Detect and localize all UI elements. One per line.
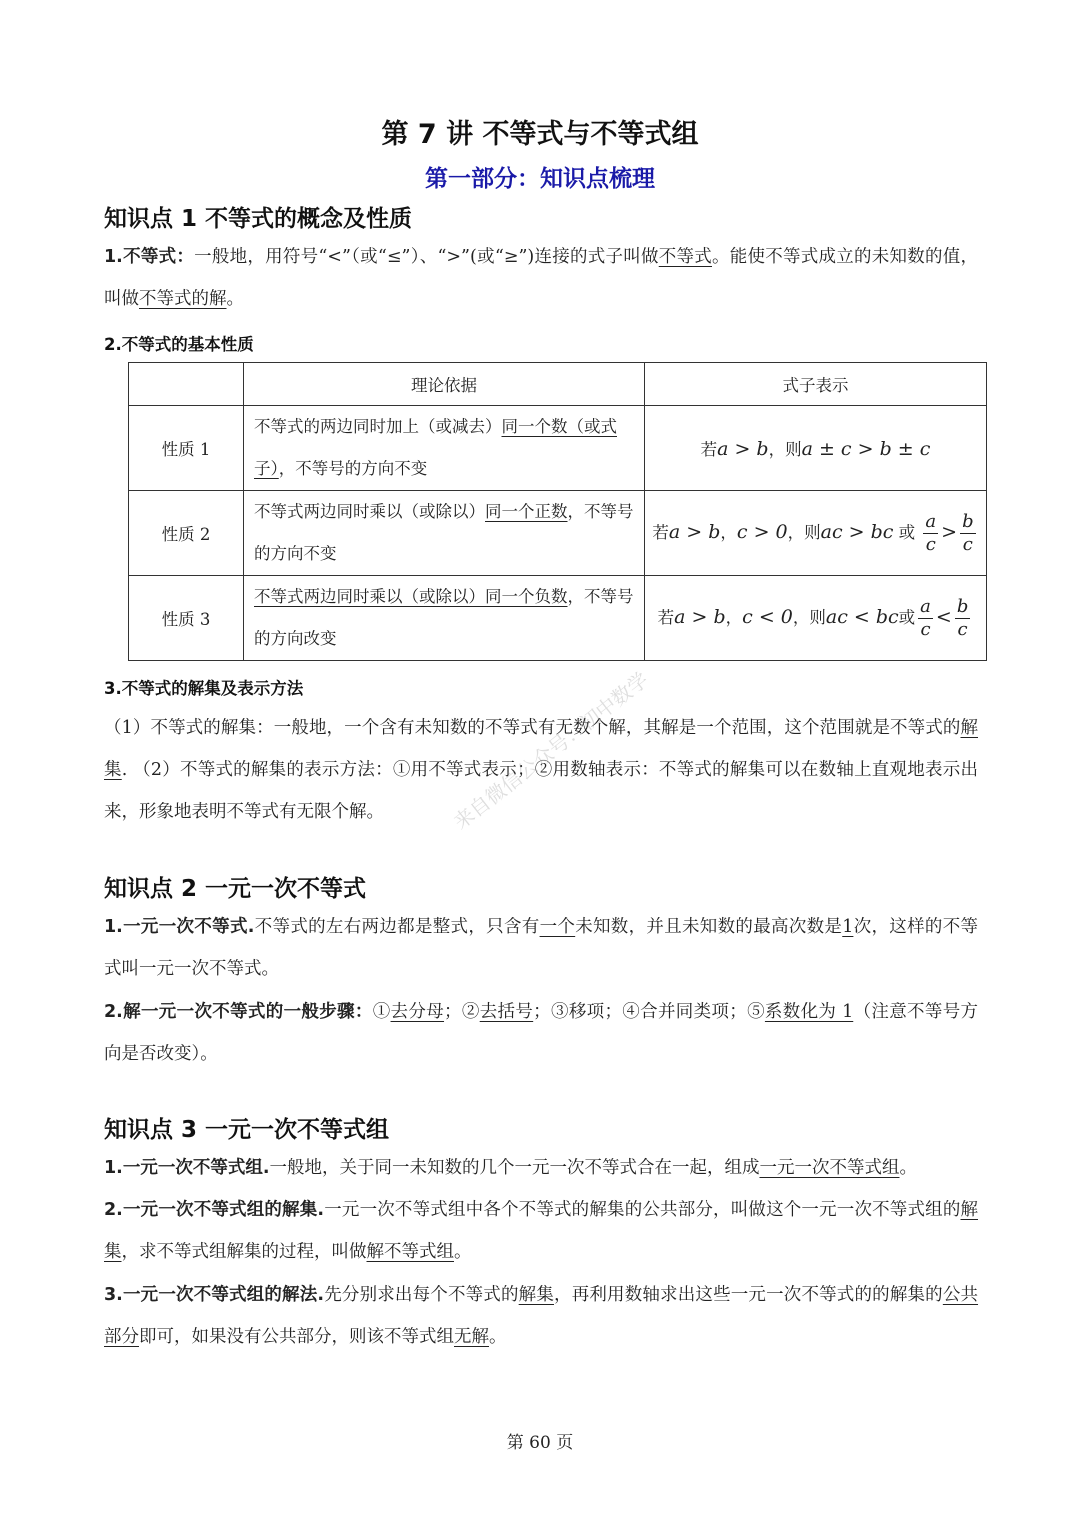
text: ① — [372, 1002, 391, 1022]
underlined-term: 解不等式组 — [366, 1242, 454, 1262]
paragraph-linear-inequality — [104, 906, 978, 990]
fraction — [960, 511, 976, 556]
section-heading-2: 知识点 2 一元一次不等式 — [104, 876, 367, 902]
text: （注意不等号方向是否改变）。 — [104, 1002, 979, 1064]
underlined-term: 同一个正数 — [485, 502, 568, 521]
paragraph-lead: 1.一元一次不等式组. — [104, 1158, 270, 1178]
text: ，则 — [792, 607, 826, 627]
paragraph-lead: 2.解一元一次不等式的一般步骤： — [104, 1002, 373, 1022]
text: 先分别求出每个不等式的 — [324, 1285, 519, 1305]
text: 不等式的左右两边都是整式，只含有 — [254, 917, 540, 937]
text: ；② — [444, 1002, 480, 1022]
table-row — [129, 576, 987, 661]
page-number: 第 60 页 — [506, 1433, 574, 1453]
underlined-term: 解集 — [518, 1285, 555, 1305]
text: 。能使不等式成立的未知数的值，叫做 — [104, 247, 979, 309]
underlined-term: 系数化为 1 — [764, 1002, 854, 1022]
text: 次，这样的不等式叫一元一次不等式。 — [104, 917, 979, 979]
math-operator: > — [941, 520, 958, 543]
text: ，则 — [787, 522, 821, 542]
denominator: c — [920, 618, 931, 640]
table-row — [129, 406, 987, 491]
fraction — [918, 596, 933, 641]
text: 一元一次不等式组中各个不等式的解集的公共部分，叫做这个一元一次不等式组的 — [324, 1200, 961, 1220]
property-name: 性质 3 — [129, 576, 244, 661]
property-formula — [645, 491, 987, 576]
paragraph-lead: 1.一元一次不等式. — [104, 917, 255, 937]
underlined-term: 1 — [842, 917, 854, 937]
text: 。 — [489, 1327, 507, 1347]
underlined-term: 解集 — [104, 718, 978, 780]
underlined-term: 不等式 — [658, 247, 712, 267]
text: 。 — [454, 1242, 472, 1262]
text: 若 — [700, 440, 718, 459]
text: 不等式两边同时乘以（或除以） — [254, 502, 485, 521]
numerator: b — [956, 595, 969, 617]
underlined-term: 无解 — [454, 1327, 489, 1347]
text: 若 — [657, 607, 675, 627]
property-name: 性质 1 — [129, 406, 244, 491]
text: ，再利用数轴求出这些一元一次不等式的的解集的 — [554, 1285, 943, 1305]
text: 不等式的两边同时加上（或减去） — [254, 417, 502, 436]
text: ， — [720, 522, 737, 542]
paragraph-system-method — [104, 1274, 978, 1358]
text: ， — [725, 607, 743, 627]
property-name: 性质 2 — [129, 491, 244, 576]
text: 未知数，并且未知数的最高次数是 — [575, 917, 843, 937]
page-title: 第 7 讲 不等式与不等式组 — [381, 119, 699, 150]
underlined-term: 去括号 — [479, 1002, 534, 1022]
property-basis — [244, 491, 645, 576]
underlined-term: 不等式两边同时乘以（或除以）同一个负数 — [254, 587, 568, 606]
text: 一般地，关于同一未知数的几个一元一次不等式合在一起，组成 — [269, 1158, 760, 1178]
text: 。 — [899, 1158, 917, 1178]
property-formula — [645, 406, 987, 491]
property-basis — [244, 406, 645, 491]
math-expression: a > b — [674, 605, 726, 628]
numerator: a — [925, 510, 937, 532]
underlined-term: 一个 — [539, 917, 576, 937]
underlined-term: 去分母 — [390, 1002, 445, 1022]
underlined-term: 同一个数（或式子） — [254, 417, 617, 478]
text: 一般地，用符号“<”（或“≤”）、“>”(或“≥”)连接的式子叫做 — [194, 247, 659, 267]
table-row — [129, 491, 987, 576]
fraction — [955, 596, 971, 641]
math-expression: c < 0 — [742, 605, 793, 628]
text: （1）不等式的解集：一般地，一个含有未知数的不等式有无数个解，其解是一个范围，这个范围就是不等式的 — [104, 718, 961, 738]
text: ，求不等式组解集的过程，叫做 — [121, 1242, 367, 1262]
table-header-cell — [129, 363, 244, 406]
table-header-cell: 式子表示 — [645, 363, 987, 406]
paragraph-lead: 2.一元一次不等式组的解集. — [104, 1200, 325, 1220]
underlined-term: 解集 — [104, 1200, 978, 1262]
math-expression: ac < bc — [825, 605, 899, 628]
text: 即可，如果没有公共部分，则该不等式组 — [139, 1327, 454, 1347]
math-expression: a > b — [668, 520, 721, 543]
underlined-term: 一元一次不等式组 — [759, 1158, 900, 1178]
paragraph-solving-steps — [104, 991, 978, 1075]
denominator: c — [925, 533, 936, 555]
math-expression: a > b — [717, 438, 769, 460]
property-formula — [645, 576, 987, 661]
text: ，不等号的方向不变 — [254, 502, 634, 563]
numerator: b — [962, 510, 974, 532]
text: 或 — [893, 522, 921, 542]
denominator: c — [962, 533, 973, 555]
denominator: c — [957, 618, 968, 640]
math-expression: a ± c > b ± c — [801, 438, 931, 460]
page-subtitle: 第一部分：知识点梳理 — [425, 166, 655, 192]
property-basis — [244, 576, 645, 661]
table-header-row — [129, 363, 987, 406]
section-heading-1: 知识点 1 不等式的概念及性质 — [104, 206, 413, 232]
text: 或 — [898, 607, 916, 627]
text: ，不等号的方向不变 — [278, 459, 428, 478]
math-expression: ac > bc — [820, 520, 894, 543]
math-operator: < — [935, 605, 952, 628]
fraction — [923, 511, 938, 556]
math-expression: c > 0 — [736, 520, 788, 543]
text: ；③移项；④合并同类项；⑤ — [533, 1002, 765, 1022]
paragraph-lead: 1.不等式： — [104, 247, 195, 267]
paragraph-lead: 3.一元一次不等式组的解法. — [104, 1285, 325, 1305]
properties-table — [128, 362, 987, 661]
subheading-solution-set: 3.不等式的解集及表示方法 — [104, 679, 304, 698]
text: ，则 — [768, 440, 802, 459]
paragraph-inequality-system — [104, 1147, 978, 1189]
text: . （2）不等式的解集的表示方法：①用不等式表示；②用数轴表示：不等式的解集可以在数轴上直观地表示出来，形象地表明不等式有无限个解。 — [104, 760, 979, 822]
text: 。 — [226, 289, 244, 309]
text: ，不等号的方向改变 — [254, 587, 634, 648]
underlined-term: 公共部分 — [104, 1285, 979, 1347]
subheading-basic-properties: 2.不等式的基本性质 — [104, 335, 254, 354]
text: 若 — [652, 522, 669, 542]
paragraph-inequality-definition — [104, 236, 978, 320]
watermark: 来自微信公众号：初中数学 — [448, 667, 653, 835]
table-header-cell: 理论依据 — [244, 363, 645, 406]
numerator: a — [920, 595, 931, 617]
underlined-term: 不等式的解 — [139, 289, 227, 309]
paragraph-system-solution-set — [104, 1189, 978, 1273]
section-heading-3: 知识点 3 一元一次不等式组 — [104, 1117, 390, 1143]
